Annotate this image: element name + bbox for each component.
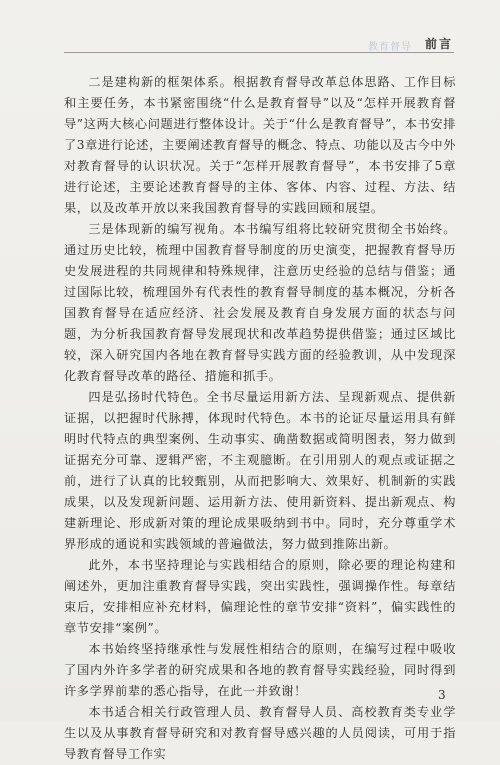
paragraph-theory-practice: 此外，本书坚持理论与实践相结合的原则，除必要的理论构建和阐述外，更加注重教育督导实践，突出实践性，强调操作性。每章结束后，安排相应补充材料，偏理论性的章节安排“资料”，偏实践性的章节安排“案例”。 — [64, 558, 456, 635]
running-header-mark: 教育督导 — [368, 42, 412, 53]
body-text — [64, 72, 456, 765]
paragraph-acknowledgement: 本书始终坚持继承性与发展性相结合的原则，在编写过程中吸收了国内外许多学者的研究成果和各地的教育督导实践经验，同时得到许多学界前辈的悉心指导，在此一并致谢！ — [64, 642, 456, 698]
running-header-title: 前言 — [425, 37, 454, 51]
paragraph-era-features: 四是弘扬时代特色。全书尽量运用新方法、呈现新观点、提供新证据，以把握时代脉搏，体现时代特色。本书的论证尽量运用具有鲜明时代特点的典型案例、生动事实、确凿数据或简明图表，努力做到证据充分可靠、逻辑严密，不主观臆断。在引用别人的观点或证据之前，进行了认真的比较甄别，从而把影响大、效果好、机制新的实践成果，以及发现新问题、运用新方法、使用新资料、提出新观点、构建新理论、形成新对策的理论成果吸纳到书中。同时，充分尊重学术界形成的通说和实践领域的普遍做法，努力做到推陈出新。 — [64, 390, 456, 551]
page-number: 3 — [438, 688, 446, 702]
paragraph-framework: 二是建构新的框架体系。根据教育督导改革总体思路、工作目标和主要任务，本书紧密围绕“什么是教育督导”以及“怎样开展教育督导”这两大核心问题进行整体设计。关于“什么是教育督导”，本书安排了3章进行论述，主要阐述教育督导的概念、特点、功能以及古今中外对教育督导的认识状况。关于“怎样开展教育督导”，本书安排了5章进行论述，主要论述教育督导的主体、客体、内容、过程、方法、结果，以及改革开放以来我国教育督导的实践回顾和展望。 — [64, 75, 456, 215]
paragraph-audience: 本书适合相关行政管理人员、教育督导人员、高校教育类专业学生以及从事教育督导研究和对教育督导感兴趣的人员阅读，可用于指导教育督导工作实 — [64, 705, 456, 761]
header-divider — [64, 52, 454, 53]
paragraph-perspective: 三是体现新的编写视角。本书编写组将比较研究贯彻全书始终。通过历史比较，梳理中国教育督导制度的历史演变，把握教育督导历史发展进程的共同规律和特殊规律，注意历史经验的总结与借鉴；通过国际比较，梳理国外有代表性的教育督导制度的基本概况，分析各国教育督导在适应经济、社会发展及教育自身发展方面的状态与问题，为分析我国教育督导发展现状和改革趋势提供借鉴；通过区域比较，深入研究国内各地在教育督导实践方面的经验教训，从中发现深化教育督导改革的路径、措施和抓手。 — [64, 222, 456, 383]
